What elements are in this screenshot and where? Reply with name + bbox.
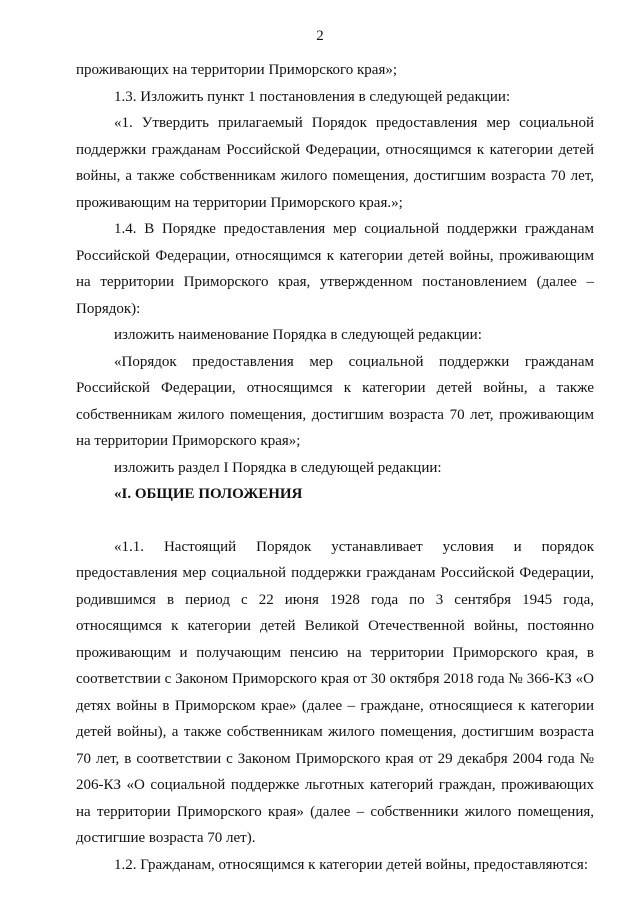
blank-line [76,508,594,534]
paragraph-1-3: 1.3. Изложить пункт 1 постановления в следующей редакции: [114,88,511,105]
paragraph-rename-instruction: изложить наименование Порядка в следующей редакции: [114,327,482,343]
paragraph-new-title: «Порядок предоставления мер социальной поддержки гражданам Российской Федерации, относящимся к категории детей войны, а также собственникам жилого помещения, достигшим возраста 70 лет, проживающим на территории Приморского края»; [76,353,594,449]
paragraph-section-instruction: изложить раздел I Порядка в следующей редакции: [114,459,442,476]
paragraph-continuation: проживающих на территории Приморского края»; [76,62,398,78]
paragraph-1-2: 1.2. Гражданам, относящимся к категории детей войны, предоставляются: [114,856,589,873]
page-number: 2 [316,28,324,44]
document-body [76,57,594,878]
section-heading: «I. ОБЩИЕ ПОЛОЖЕНИЯ [114,486,303,502]
paragraph-1-1: «1.1. Настоящий Порядок устанавливает условия и порядок предоставления мер социальной поддержки гражданам Российской Федерации, родившимся в период с 22 июня 1928 года по 3 сентября 1945 года, относящимся к категории детей Великой Отечественной войны, постоянно проживающим и получающим пенсию на территории Приморского края, в соответствии с Законом Приморского края от 30 октября 2018 года № 366-КЗ «О детях войны в Приморском крае» (далее – граждане, относящиеся к категории детей войны), а также собственникам жилого помещения, достигшим возраста 70 лет, в соответствии с Законом Приморского края от 29 декабря 2004 года № 206-КЗ «О социальной поддержке льготных категорий граждан, проживающих на территории Приморского края» (далее – собственники жилого помещения, достигшие возраста 70 лет). [76,538,594,846]
paragraph-1-4: 1.4. В Порядке предоставления мер социальной поддержки гражданам Российской Федерации, относящимся к категории детей войны, проживающим на территории Приморского края, утвержденном постановлением (далее – Порядок): [76,221,594,317]
paragraph-quote-item-1: «1. Утвердить прилагаемый Порядок предоставления мер социальной поддержки гражданам Российской Федерации, относящимся к категории детей войны, а также собственникам жилого помещения, достигшим возраста 70 лет, проживающим на территории Приморского края.»; [76,115,594,211]
